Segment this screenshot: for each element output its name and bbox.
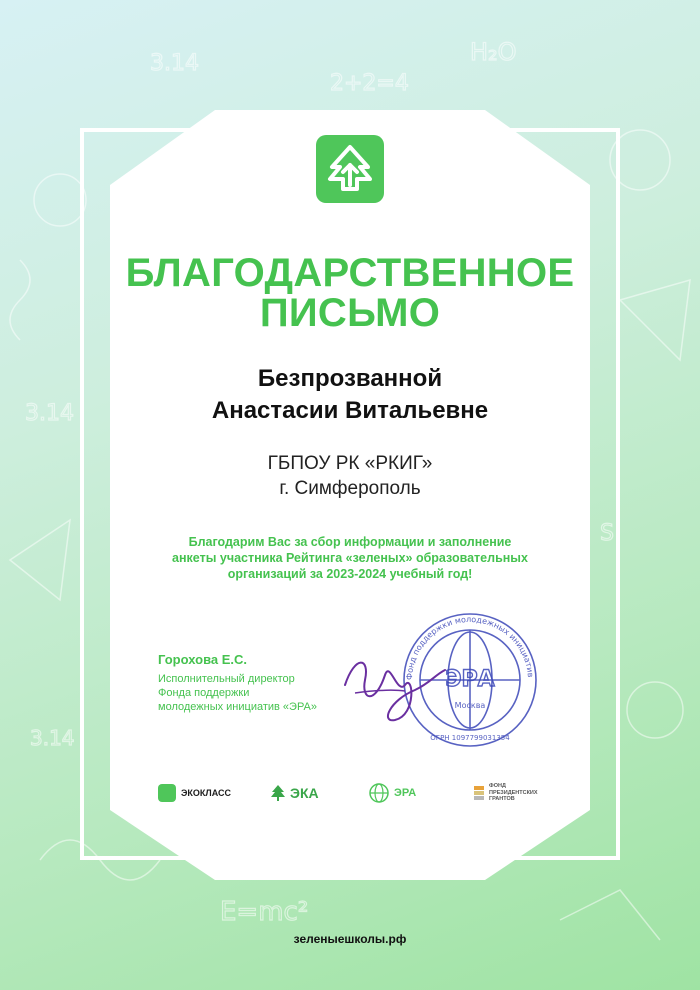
svg-text:S: S: [600, 521, 614, 546]
thanks-text-line2: анкеты участника Рейтинга «зеленых» образовательных: [172, 551, 528, 565]
signatory-role-line1: Исполнительный директор: [158, 673, 295, 685]
svg-text:3.14: 3.14: [30, 726, 75, 750]
partner-ekoklass-label: ЭКОКЛАСС: [181, 788, 231, 798]
partner-presidential-grants-label: ФОНД ПРЕЗИДЕНТСКИХ ГРАНТОВ: [489, 783, 538, 803]
svg-text:3.14: 3.14: [25, 401, 74, 426]
svg-text:Фонд поддержки молодежных иниц: Фонд поддержки молодежных инициатив: [404, 614, 535, 681]
stamp-city-text: Москва: [454, 701, 486, 710]
partner-eka-label: ЭКА: [290, 785, 319, 801]
stamp-center-text: ЭРА: [445, 667, 495, 692]
document-title-line1: БЛАГОДАРСТВЕННОЕ: [125, 251, 575, 295]
tree-arrow-logo-icon: [316, 135, 384, 203]
partner-ekoklass: [158, 778, 231, 808]
tree-icon: [270, 784, 286, 802]
recipient-name: Анастасии Витальевне: [211, 397, 489, 424]
signatory-name: Горохова Е.С.: [158, 652, 248, 667]
footer-website: зеленыешколы.рф: [293, 932, 407, 946]
thanks-text-line3: организаций за 2023-2024 учебный год!: [227, 567, 473, 581]
svg-text:3.14: 3.14: [150, 51, 199, 76]
flag-icon: [473, 785, 485, 801]
document-title-line2: ПИСЬМО: [259, 291, 441, 335]
owl-icon: [158, 784, 176, 802]
handwritten-signature: [335, 645, 450, 725]
partner-era: [368, 778, 416, 808]
signatory-role-line3: молодежных инициатив «ЭРА»: [158, 701, 318, 713]
svg-text:2+2=4: 2+2=4: [330, 71, 409, 96]
partner-era-label: ЭРА: [394, 787, 417, 799]
signatory-role-line2: Фонда поддержки: [158, 687, 250, 699]
organization-name: ГБПОУ РК «РКИГ»: [267, 453, 433, 474]
stamp-ogrn-text: ОГРН 1097799031354: [430, 734, 510, 742]
organization-city: г. Симферополь: [279, 478, 421, 499]
svg-text:H₂O: H₂O: [470, 38, 517, 66]
partner-eka: [270, 778, 319, 808]
thanks-text-line1: Благодарим Вас за сбор информации и заполнение: [188, 535, 512, 549]
partner-presidential-grants: [473, 778, 549, 808]
recipient-surname: Безпрозванной: [257, 365, 443, 392]
globe-icon: [368, 782, 390, 804]
svg-text:E=mc²: E=mc²: [220, 897, 309, 927]
